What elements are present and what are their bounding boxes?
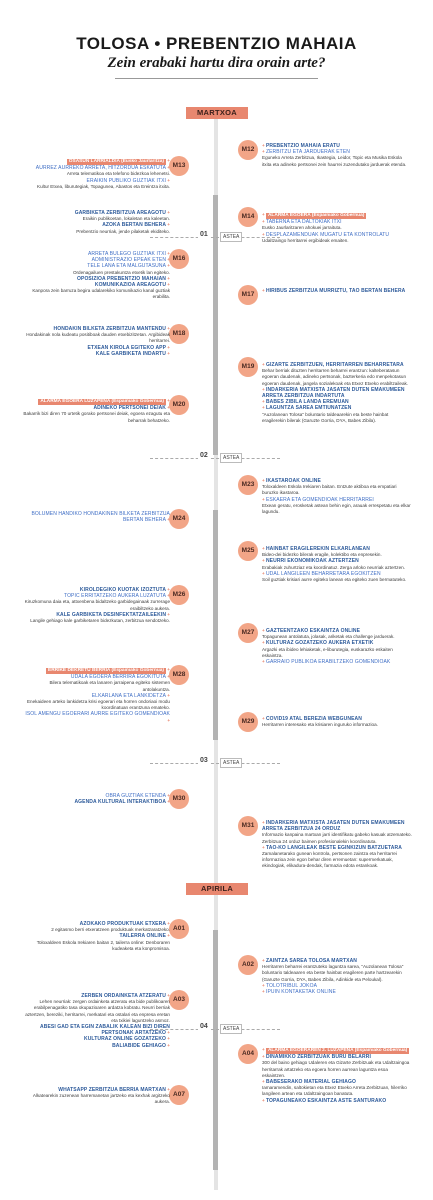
event-tag: ALARMA EGOERA (Espainiako Gobernua)	[267, 213, 365, 218]
event-text: Soil guztiak krisiari aurre egiteko lanean eta egiteko zuen bermatuteko.	[262, 577, 407, 583]
event-text: Hondakinak nola kudeatu positiboak dauden etxebizitzetan. Argibideak herritarrei.	[26, 332, 170, 344]
day-circle-m20: M20	[169, 395, 189, 415]
event-m24: BOLUMEN HANDIKO HONDAKINEN BILKETA ZERBITZUA BERTAN BEHERA +	[31, 511, 170, 524]
week-label: ASTEA	[220, 758, 242, 768]
event-text: Prebentzio neurriak, jende pilaketak ekiditeko.	[76, 228, 170, 234]
event-text: Erabakiak zuhurtziaz eta koordinatuz. Zerga arloko neurriak aztertzen.	[262, 564, 405, 570]
event-text: Bakarrik bizi diren 70 urtetik gorako pertsonei deiak, egoera ezagutu eta beharrak behatzeko.	[23, 411, 170, 423]
event-heading: TOPIC ERRITATZEKO AUKERA LUZATUTA	[64, 593, 167, 600]
event-m19: + GIZARTE ZERBITZUEN, HERRITARREN BEHARRETARA Behar berriak dituzten herritarren beharrei erantzun: kalteberatasun egoeran daudenak, adineko pertsonak, bazterkeria edo menpekotasun egoeran daudenak, jangela sozialekoak eta Etxez Etxeko erabiltzaileak. + INDARKERIA MATXISTA JASATEN DUTEN EMAKUMEEN ARRETA ZERBITZUA INDARTUTA + BABES ZIBILA LANDA EREMUAN + LAGUNTZA SAREA EMTIUNATZEN "Auzolanean Tolosa" boluntario taldeaarekin eta beste hainbat eragilerekin bilerak (Garuzte Gorria, DYA, Babes Zibila).	[262, 362, 412, 424]
event-heading: NEURRI EKONOMIKOAK AZTERTZEN	[265, 558, 359, 565]
event-heading: PREBENTZIO MAHAIA ERATU	[265, 143, 340, 149]
week-separator	[150, 758, 280, 768]
event-heading: KULTURAZ ONLINE GOZATZEKO	[84, 1036, 167, 1043]
event-heading: KULTURAZ GOZATZEKO AUKERA ETXETIK	[265, 640, 374, 647]
day-circle-m27: M27	[238, 623, 258, 643]
event-text: Langile gehiago kale garbiketaren bidezkutan, zerbitzua sendotzeko.	[30, 618, 170, 624]
event-heading: WHATSAPP ZERBITZUA BERRIA MARTXAN	[58, 1087, 167, 1093]
event-m27: + GAZTEENTZAKO ESKAINTZA ONLINE Topagunean antolatuta, jolasak, ariketak eta challenge jarduerak. + KULTURAZ GOZATZEKO AUKERA ETXETIK Argazki eta ibideo lehiaketak, e-liburutegia, euskarazko eskaiten eskaintza. + GARRAIO PUBLIKOA ERABILTZEKO GOMENDIOAK	[262, 628, 412, 665]
week-label: ASTEA	[220, 453, 242, 463]
event-text: 2 egitasmo berri etxeratzeen produktuak merkatzaratzeko.	[51, 927, 170, 933]
event-heading: AZOKAKO PRODUKTUAK ETXERA	[79, 921, 167, 927]
day-circle-m31: M31	[238, 816, 258, 836]
event-tag: ALARMA EGOERAREN 2. LUZAPENA (Espainiako Gobernua)	[267, 1048, 408, 1053]
event-heading: HAINBAT ERAGILEREKIN ELKARLANEAN	[265, 546, 370, 552]
event-heading: BABES ZIBILA LANDA EREMUAN	[265, 399, 349, 406]
event-a01: AZOKAKO PRODUKTUAK ETXERA + 2 egitasmo berri etxeratzeen produktuak merkatzaratzeko. TAILERRA ONLINE + Toloxaldeen Eskola Irekiaren baitan 2, tailerra online: Denboraren kudeaketa eta konpromisoa.	[22, 921, 170, 952]
event-heading: ZERBITZU ETA JARDUERAK ETEN	[265, 149, 350, 156]
event-m25: + HAINBAT ERAGILEREKIN ELKARLANEAN Bideo-dei bidezko bilerak eragile, kolektibo eta enpresekin. + NEURRI EKONOMIKOAK AZTERTZEN Erabakiak zuhurtziaz eta koordinatuz. Zerga arloko neurriak aztertzen. + UDAL LANGILEEN BEHARRETARA EGOKITZEN Soil guztiak krisiari aurre egiteko lanean eta egiteko zuen bermatuteko.	[262, 546, 412, 583]
event-heading: INDARKERIA MATXISTA JASATEN DUTEN EMAKUMEEN ARRETA ZERBITZUA 24 ORDUZ	[262, 820, 405, 833]
week-label: ASTEA	[220, 232, 242, 242]
event-text: Arreta telematikoa eta telefono bidezkoa lehenetsi.	[66, 171, 170, 177]
event-m29: + COVID19 ATAL BEREZIA WEBGUNEAN Herritarren interesako eta krisiaren inguruko informazioa.	[262, 716, 412, 728]
event-heading: KALE GARBIKETA DESINFEKTATZAILEEKIN	[56, 611, 167, 618]
event-m14: + ALARMA EGOERA (Espainiako Gobernua) + TABERNA ETA DALTOKIAK ITXI Eusko Jaurlaritzaren ahokuei jarraituta. + DESPLAZAMENDUAK MUGATU ETA KONTROLATU Udaltzaingo herritarrei ergibideak emaiten.	[262, 212, 412, 244]
day-circle-m12: M12	[238, 140, 258, 160]
day-circle-m28: M28	[169, 665, 189, 685]
day-circle-m18: M18	[169, 324, 189, 344]
event-text: Iamaramendin, saltokietan eta Etxez Etxeko Arreta Zerbitzuan, hilerriko langileen artean eta Udaltzaingoan banatuta.	[262, 1085, 407, 1097]
event-heading: ERAIKIN PUBLIKO GUZTIAK ITXI	[86, 177, 167, 184]
event-text: Bilera telematikoak eta lanaren jarraipena egiteko sistemen antolakuntza.	[49, 680, 170, 692]
event-text: Herritarren beharrei erantzuteko laguntza sarea, "Auzolanean Tolosa" boluntario taldeaaren eta beste hainbat eragileren parte hartzearekin (Garuzte Gorria, DYA, Babes Zibila, Adinkide eta Peloukal).	[262, 964, 404, 982]
event-heading: ZERBEN ORDAINKETA ATZERATU	[81, 993, 167, 999]
event-heading: AGENDA KULTURAL INTERAKTIBOA	[74, 799, 167, 806]
event-m31: + INDARKERIA MATXISTA JASATEN DUTEN EMAKUMEEN ARRETA ZERBITZUA 24 ORDUZ Informazio kanpaina martxan jarri identifikatu gabeko kasuak atzemateko. Zerbitzua 24 orduz baimen profesionalekin koordinatuta. + TAO-KO LANGILEAK BESTE EGINKIZUN BATZUETARA Zamalanetarako gunean kontrola, pertsonen zaintza eta herritarrei informazioa zein egon behar diren erremuetan: supermerkatuak, ekindogiak, elikadura-dendak, farmazia edota estankoak.	[262, 820, 412, 869]
event-text: Lehen neurriak: zergen ordainketa atzeratu eta bide publikoaren erabilpenagatiko tasa okupazioaren ardatza kobratu. Neurri berriak aztertzen, bereziki, herritarrei, merkatari eta ostalari eta enpresa eretan eta txikiei laguntzeko asmoz.	[25, 999, 170, 1023]
event-heading: LAGUNTZA SAREA EMTIUNATZEN	[265, 405, 352, 412]
event-heading: AZOKA BERTAN BEHERA	[102, 222, 167, 229]
event-heading: IPUIN KONTAKETAK ONLINE	[265, 989, 336, 996]
title-divider	[115, 78, 318, 79]
event-m20: ALARMA EGOERA LUZAPENA (Espainiako Gobernua) + ADINEKO PERTSONEI DEIAK + Bakarrik bizi diren 70 urtetik gorako pertsonei deiak, egoera ezagutu eta beharrak behatzeko.	[23, 398, 170, 423]
event-heading: COVID19 ATAL BEREZIA WEBGUNEAN	[265, 716, 362, 722]
event-text: "Auzolanean Tolosa" boluntario taldeaarekin eta beste hainbat eragilerekin bilerak (Garuzte Gorria, DYA, Babes Zibila).	[262, 411, 389, 423]
event-heading: GARBIKETA ZERBITZUA AREAGOTU	[74, 210, 167, 216]
event-heading: ELKARLANA ETA LANKIDETZA	[91, 692, 167, 699]
event-text: Etxean geratu, erosketak astean behin egin, arauak errespetatu eta elkar lagundu.	[262, 502, 411, 515]
event-heading: GIZARTE ZERBITZUEN, HERRITARREN BEHARRETARA	[265, 362, 404, 368]
event-heading: BOLUMEN HANDIKO HONDAKINEN BILKETA ZERBITZUA BERTAN BEHERA	[31, 511, 170, 524]
event-heading: TAILERRA ONLINE	[119, 933, 167, 940]
event-heading: DINAMIKKO ZERBITZUAK BURU BELARRI	[265, 1054, 371, 1061]
event-heading: AURREZ AURREKO ARRETA, HITZORDUA ESKATUTA	[35, 165, 167, 172]
timeline-axis-segment	[213, 930, 218, 1170]
event-heading: GARRAIO PUBLIKOA ERABILTZEKO GOMENDIOAK	[265, 659, 391, 666]
event-text: Kiruzkomuna daia eta, attxenbena bidaltzeko garbidegainaak zurrerage eraibiltzeko aukera.	[24, 599, 170, 611]
event-m30: OBRA GUZTIAK ETENDA + AGENDA KULTURAL INTERAKTIBOA +	[74, 793, 170, 806]
week-separator	[150, 453, 280, 463]
day-circle-a02: A02	[238, 955, 258, 975]
event-heading: ISOL AMENGU EGOERARI AURRE EGITEKO GOMENDIOAK	[25, 711, 170, 718]
event-m23: + IKASTAROAK ONLINE Toloxaldeen Eskola Irekiaren baitan. Entzute aktiboa eta empatiari buruzko ikastaroa. + ESKAERA ETA GOMENDIOAK HERRITARREI Etxean geratu, erosketak astean behin egin, arauak errespetatu eta elkar lagundu.	[262, 478, 411, 515]
event-m28: ERRIKE DEKRETU BERRIA (Espainiako Gobernua) + UDALA EGOERA BERRIRA EGOKITUTA + Bilera telematikoak eta lanaren jarraipena egiteko sistemen antolakuntza. ELKARLANA ETA LANKIDETZA + Enekaideen arteko lankidetza krisi egoerari eta horren ondoriaoi modu koordinatuan erantzuna emateko. ISOL AMENGU EGOERARI AURRE EGITEKO GOMENDIOAK +	[22, 667, 170, 724]
event-heading: ABESI GAD ETA EGIN ZABALIK KALEAN BIZI DIREN PERTSONAK ARTATZEKO	[40, 1024, 170, 1037]
event-m12: + PREBENTZIO MAHAIA ERATU + ZERBITZU ETA JARDUERAK ETEN Eguneko Arreta Zerbitzua, Ikastegia, Leidor, Topic eta Musika Eskola itxita eta adineko pertsonei zein haurrei zuzendutako jarduerak etenda.	[262, 143, 412, 168]
event-text: Toloxaldeen Eskola Irekiaren baitan. Entzute aktiboa eta empatiari buruzko ikastaroa.	[262, 484, 397, 496]
event-heading: KOMUNIKAZIOA AREAGOTU	[94, 282, 167, 289]
event-heading: ADMINISTRAZIO EPEAK ETEN	[91, 257, 167, 264]
page-subtitle: Zein erabaki hartu dira orain arte?	[107, 55, 326, 71]
event-heading: BALIABIDE GEHIAGO	[112, 1042, 167, 1049]
event-m16: ARRETA BULEGO GUZTIAK ITXI + ADMINISTRAZIO EPEAK ETEN + TELE LANA ETA MALGUTASUNA + Ordenagailuen prestakuntza etxetik lan egiteko. OPOSIZIOA PREBENTZIO MAHAIAN + KOMUNIKAZIOA AREAGOTU + Kanpora zein barruza begira udalarekiko komunikazio kanal guztiak erabilita.	[22, 251, 170, 301]
event-m17: + HIRIBUS ZERBITZUA MURRIZTU, TAO BERTAN BEHERA	[262, 288, 406, 294]
month-label-april: APIRILA	[186, 883, 248, 895]
timeline-axis-segment	[213, 510, 218, 740]
event-m13: OSASUN LARRIALDIA (Eusko Jaurlaritza) + AURREZ AURREKO ARRETA, HITZORDUA ESKATUTA + Arreta telematikoa eta telefono bidezkoa lehenetsi. ERAIKIN PUBLIKO GUZTIAK ITXI + Kultur Etxea, liburutegiak, Topagunea, Abastos eta Ereintza itxita.	[22, 158, 170, 190]
day-circle-a03: A03	[169, 990, 189, 1010]
day-circle-m14: M14	[238, 207, 258, 227]
week-number: 04	[200, 1023, 208, 1030]
day-circle-a01: A01	[169, 919, 189, 939]
day-circle-a04: A04	[238, 1044, 258, 1064]
event-heading: TOLOTRIBUL JOKOA	[265, 982, 318, 989]
event-heading: HIRIBUS ZERBITZUA MURRIZTU, TAO BERTAN BEHERA	[265, 288, 406, 294]
event-heading: KIROLDEGIKO KUOTAK IZOZTUTA	[79, 587, 167, 593]
event-tag: ALARMA EGOERA LUZAPENA (Espainiako Gobernua)	[40, 399, 165, 404]
event-heading: UDAL LANGILEEN BEHARRETARA EGOKITZEN	[265, 570, 381, 577]
event-text: Eguneko Arreta Zerbitzua, Ikastegia, Leidor, Topic eta Musika Eskola itxita eta adineko pertsonei zein haurrei zuzendutako jarduerak etenda.	[262, 155, 407, 167]
event-heading: KALE GARBIKETA INDARTU	[95, 350, 167, 357]
event-heading: ARRETA BULEGO GUZTIAK ITXI	[87, 251, 167, 257]
event-text: 300 del baino gehiago Udaleren eta Gizarte Zerbitzuak eta Udaltzaingoa herritarrak artatzeko eta egoera horren aurrean laguntza esoa eskaintzen.	[262, 1060, 410, 1078]
event-text: Udaltzaingo herritarrei ergibideak emaiten.	[262, 237, 349, 243]
week-number: 02	[200, 452, 208, 459]
event-heading: TABERNA ETA DALTOKIAK ITXI	[265, 219, 342, 226]
event-text: Kultur Etxea, liburutegiak, Topagunea, Abastos eta Ereintza itxita.	[37, 183, 170, 189]
event-heading: ZAINTZA SAREA TOLOSA MARTXAN	[265, 958, 358, 964]
event-a04: + ALARMA EGOERAREN 2. LUZAPENA (Espainiako Gobernua) + DINAMIKKO ZERBITZUAK BURU BELARRI 300 del baino gehiago Udaleren eta Gizarte Zerbitzuak eta Udaltzaingoa herritarrak artatzeko eta egoera horren aurrean laguntza esoa eskaintzen. + BABESERAKO MATERIAL GEHIAGO Iamaramendin, saltokietan eta Etxez Etxeko Arreta Zerbitzuan, hilerriko langileen artean eta Udaltzaingoan banatuta. + TOPAGUNEAKO ESKAINTZA ASTE SANTURAKO	[262, 1047, 412, 1104]
event-a02: + ZAINTZA SAREA TOLOSA MARTXAN Herritarren beharrei erantzuteko laguntza sarea, "Auzolanean Tolosa" boluntario taldeaaren eta beste hainbat eragileren parte hartzearekin (Garuzte Gorria, DYA, Babes Zibila, Adinkide eta Peloukal). + TOLOTRIBUL JOKOA + IPUIN KONTAKETAK ONLINE	[262, 958, 412, 995]
event-m18: HONDAKIN BILKETA ZERBITZUA MANTENDU + Hondakinak nola kudeatu positiboak dauden etxebizitzetan. Argibideak herritarrei. ETXEAN KIROLA EGITEKO APP + KALE GARBIKETA INDARTU +	[22, 326, 170, 357]
event-text: Toloxaldeen Eskola Irekiaren baitan 2, tailerra online: Denboraren kudeaketa eta konpromisoa.	[36, 939, 170, 951]
event-tag: OSASUN LARRIALDIA (Eusko Jaurlaritza)	[68, 159, 165, 164]
event-heading: OBRA GUZTIAK ETENDA	[105, 793, 167, 799]
day-circle-m17: M17	[238, 285, 258, 305]
event-heading: TOPAGUNEAKO ESKAINTZA ASTE SANTURAKO	[265, 1097, 387, 1104]
event-heading: IKASTAROAK ONLINE	[265, 478, 321, 484]
event-heading: DESPLAZAMENDUAK MUGATU ETA KONTROLATU	[265, 231, 390, 238]
event-a07: WHATSAPP ZERBITZUA BERRIA MARTXAN + Alkatearekin zuzenean harremanetan jartzeko eta kexhak argitzeko aukera.	[22, 1087, 170, 1106]
day-circle-a07: A07	[169, 1085, 189, 1105]
event-heading: OPOSIZIOA PREBENTZIO MAHAIAN	[77, 275, 167, 282]
event-text: Ordenagailuen prestakuntza etxetik lan egiteko.	[72, 269, 170, 275]
event-heading: ESKAERA ETA GOMENDIOAK HERRITARREI	[265, 496, 374, 503]
event-text: Topagunean antolatuta, jolasak, ariketak eta challenge jarduerak.	[262, 634, 395, 640]
event-a03: ZERBEN ORDAINKETA ATZERATU + Lehen neurriak: zergen ordainketa atzeratu eta bide publikoaren erabilpenagatiko tasa okupazioaren ardatza kobratu. Neurri berriak aztertzen, bereziki, herritarrei, merkatari eta ostalari eta enpresa eretan eta txikiei laguntzeko asmoz. ABESI GAD ETA EGIN ZABALIK KALEAN BIZI DIREN PERTSONAK ARTATZEKO + KULTURAZ ONLINE GOZATZEKO + BALIABIDE GEHIAGO +	[22, 993, 170, 1049]
day-circle-m29: M29	[238, 712, 258, 732]
event-m13-cleaning: GARBIKETA ZERBITZUA AREAGOTU + Eraikin publikoetan, lokaletan eta kaleetan. AZOKA BERTAN BEHERA + Prebentzio neurriak, jende pilaketak ekiditeko.	[22, 210, 170, 235]
event-tag: ERRIKE DEKRETU BERRIA (Espainiako Gobernua)	[48, 668, 165, 673]
event-text: Behar berriak dituzten herritarren beharrei erantzun: kalteberatasun egoeran daudenak, adineko pertsonak, bazterkeria edo menpekotasun egoeran daudenak, jangela sozialekoak eta Etxez Etxeko erabiltzaileak.	[262, 368, 409, 386]
event-text: Herritarren interesako eta krisiaren inguruko informazioa.	[262, 722, 378, 728]
event-text: Enekaideen arteko lankidetza krisi egoerari eta horren ondoriaoi modu koordinatuan erantzuna emateko.	[26, 699, 170, 711]
event-heading: UDALA EGOERA BERRIRA EGOKITUTA	[70, 674, 167, 681]
event-heading: GAZTEENTZAKO ESKAINTZA ONLINE	[265, 628, 361, 634]
event-heading: BABESERAKO MATERIAL GEHIAGO	[265, 1079, 356, 1086]
event-text: Zamalanetarako gunean kontrola, pertsonen zaintza eta herritarrei informazioa zein egon behar diren erremuetan: supermerkatuak, ekindogiak, elikadura-dendak, farmazia edota estankoak.	[262, 851, 397, 869]
event-text: Eraikin publikoetan, lokaletan eta kaleetan.	[82, 216, 170, 222]
day-circle-m26: M26	[169, 585, 189, 605]
event-heading: ADINEKO PERTSONEI DEIAK	[93, 405, 167, 412]
day-circle-m16: M16	[169, 249, 189, 269]
day-circle-m23: M23	[238, 475, 258, 495]
event-text: Kanpora zein barruza begira udalarekiko komunikazio kanal guztiak erabilita.	[32, 288, 170, 300]
month-label-march: MARTXOA	[186, 107, 248, 119]
event-text: Argazki eta ibideo lehiaketak, e-liburutegia, euskarazko eskaiten eskaintza.	[262, 646, 393, 658]
week-number: 03	[200, 757, 208, 764]
event-text: Bideo-dei bidezko bilerak eragile, kolektibo eta enpresekin.	[262, 552, 382, 558]
day-circle-m30: M30	[169, 789, 189, 809]
event-heading: TELE LANA ETA MALGUTASUNA	[87, 263, 167, 270]
event-m26: KIROLDEGIKO KUOTAK IZOZTUTA + TOPIC ERRITATZEKO AUKERA LUZATUTA + Kiruzkomuna daia eta, attxenbena bidaltzeko garbidegainaak zurrerage eraibiltzeko aukera. KALE GARBIKETA DESINFEKTATZAILEEKIN + Langile gehiago kale garbiketaren bidezkutan, zerbitzua sendotzeko.	[22, 587, 170, 624]
day-circle-m13: M13	[169, 156, 189, 176]
week-number: 01	[200, 231, 208, 238]
event-heading: ETXEAN KIROLA EGITEKO APP	[87, 344, 167, 351]
event-text: Informazio kanpaina martxan jarri identifikatu gabeko kasuak atzemateko. Zerbitzua 24 orduz baimen profesionalekin koordinatuta.	[262, 832, 412, 844]
page-title: TOLOSA • PREBENTZIO MAHAIA	[76, 34, 357, 53]
day-circle-m19: M19	[238, 357, 258, 377]
day-circle-m25: M25	[238, 541, 258, 561]
week-label: ASTEA	[220, 1024, 242, 1034]
event-text: Eusko Jaurlaritzaren ahokuei jarraituta.	[262, 225, 342, 231]
event-text: Alkatearekin zuzenean harremanetan jartzeko eta kexhak argitzeko aukera.	[32, 1093, 170, 1105]
event-heading: HONDAKIN BILKETA ZERBITZUA MANTENDU	[53, 326, 167, 332]
day-circle-m24: M24	[169, 509, 189, 529]
event-heading: INDARKERIA MATXISTA JASATEN DUTEN EMAKUMEEN ARRETA ZERBITZUA INDARTUTA	[262, 386, 405, 400]
event-heading: TAO-KO LANGILEAK BESTE EGINKIZUN BATZUETARA	[265, 844, 402, 851]
